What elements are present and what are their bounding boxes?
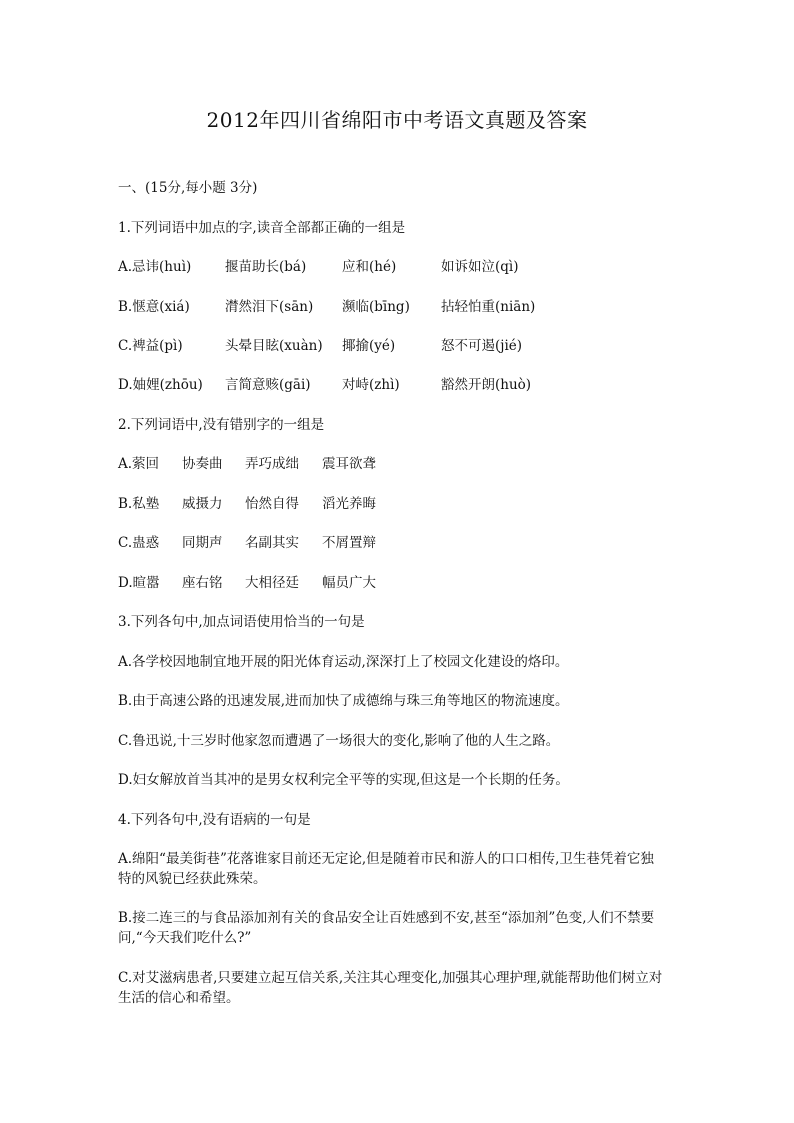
q2-c-word-3: 名副其实 xyxy=(245,535,299,551)
q1-d-word-1: D.妯娌(zhōu) xyxy=(118,377,203,393)
q2-d-word-2: 座右铭 xyxy=(182,575,223,591)
q1-stem: 1.下列词语中加点的字,读音全部都正确的一组是 xyxy=(118,220,406,236)
q4-option-b: B.接二连三的与食品添加剂有关的食品安全让百姓感到不安,甚至“添加剂”色变,人们不禁要问,“今天我们吃什么?” xyxy=(118,910,655,946)
q2-c-word-1: C.蛊惑 xyxy=(118,535,160,551)
q2-a-word-3: 弄巧成绌 xyxy=(245,456,299,472)
q1-b-word-3: 濒临(bīng) xyxy=(342,299,410,315)
q3-stem: 3.下列各句中,加点词语使用恰当的一句是 xyxy=(118,614,365,630)
q2-d-word-3: 大相径廷 xyxy=(245,575,299,591)
q2-stem: 2.下列词语中,没有错别字的一组是 xyxy=(118,417,325,433)
q2-option-c xyxy=(118,533,678,553)
q1-option-a xyxy=(118,257,678,277)
q2-c-word-2: 同期声 xyxy=(182,535,223,551)
q1-c-word-1: C.裨益(pì) xyxy=(118,338,183,354)
q1-a-word-2: 揠苗助长(bá) xyxy=(225,259,307,275)
q1-b-word-2: 潸然泪下(sān) xyxy=(225,299,314,315)
q2-b-word-1: B.私塾 xyxy=(118,496,160,512)
page-title: 2012年四川省绵阳市中考语文真题及答案 xyxy=(206,108,588,132)
q3-option-a: A.各学校因地制宜地开展的阳光体育运动,深深打上了校园文化建设的烙印。 xyxy=(118,654,569,670)
section-heading: 一、(15分,每小题 3分) xyxy=(118,180,258,196)
q3-option-b: B.由于高速公路的迅速发展,进而加快了成德绵与珠三角等地区的物流速度。 xyxy=(118,693,569,709)
q1-a-word-1: A.忌讳(huì) xyxy=(118,259,192,275)
q2-c-word-4: 不屑置辩 xyxy=(322,535,376,551)
q1-d-word-3: 对峙(zhì) xyxy=(342,377,400,393)
q1-option-c xyxy=(118,336,678,356)
q2-a-word-1: A.萦回 xyxy=(118,456,160,472)
q4-option-c: C.对艾滋病患者,只要建立起互信关系,关注其心理变化,加强其心理护理,就能帮助他们树立对生活的信心和希望。 xyxy=(118,970,663,1006)
q1-b-word-4: 拈轻怕重(niān) xyxy=(441,299,536,315)
q1-b-word-1: B.惬意(xiá) xyxy=(118,299,190,315)
q1-d-word-2: 言简意赅(gāi) xyxy=(225,377,311,393)
q2-option-d xyxy=(118,573,678,593)
q1-c-word-4: 怒不可遏(jié) xyxy=(441,338,523,354)
q4-stem: 4.下列各句中,没有语病的一句是 xyxy=(118,812,311,828)
q2-a-word-2: 协奏曲 xyxy=(182,456,223,472)
q1-a-word-4: 如诉如泣(qì) xyxy=(441,259,519,275)
q2-option-a xyxy=(118,454,678,474)
q1-c-word-3: 揶揄(yé) xyxy=(342,338,396,354)
q4-option-a: A.绵阳“最美街巷”花落谁家目前还无定论,但是随着市民和游人的口口相传,卫生巷凭着它独特的风貌已经获此殊荣。 xyxy=(118,851,654,887)
q2-d-word-4: 幅员广大 xyxy=(322,575,376,591)
q2-b-word-4: 滔光养晦 xyxy=(322,496,376,512)
q2-a-word-4: 震耳欲聋 xyxy=(322,456,376,472)
q1-c-word-2: 头晕目眩(xuàn) xyxy=(225,338,323,354)
q1-a-word-3: 应和(hé) xyxy=(342,259,397,275)
q3-option-d: D.妇女解放首当其冲的是男女权利完全平等的实现,但这是一个长期的任务。 xyxy=(118,772,569,788)
q1-option-d xyxy=(118,375,678,395)
q2-d-word-1: D.暄嚣 xyxy=(118,575,160,591)
q1-option-b xyxy=(118,297,678,317)
q3-option-c: C.鲁迅说,十三岁时他家忽而遭遇了一场很大的变化,影响了他的人生之路。 xyxy=(118,733,560,749)
q2-option-b xyxy=(118,494,678,514)
q1-d-word-4: 豁然开朗(huò) xyxy=(441,377,532,393)
q2-b-word-2: 威摄力 xyxy=(182,496,223,512)
q2-b-word-3: 怡然自得 xyxy=(245,496,299,512)
